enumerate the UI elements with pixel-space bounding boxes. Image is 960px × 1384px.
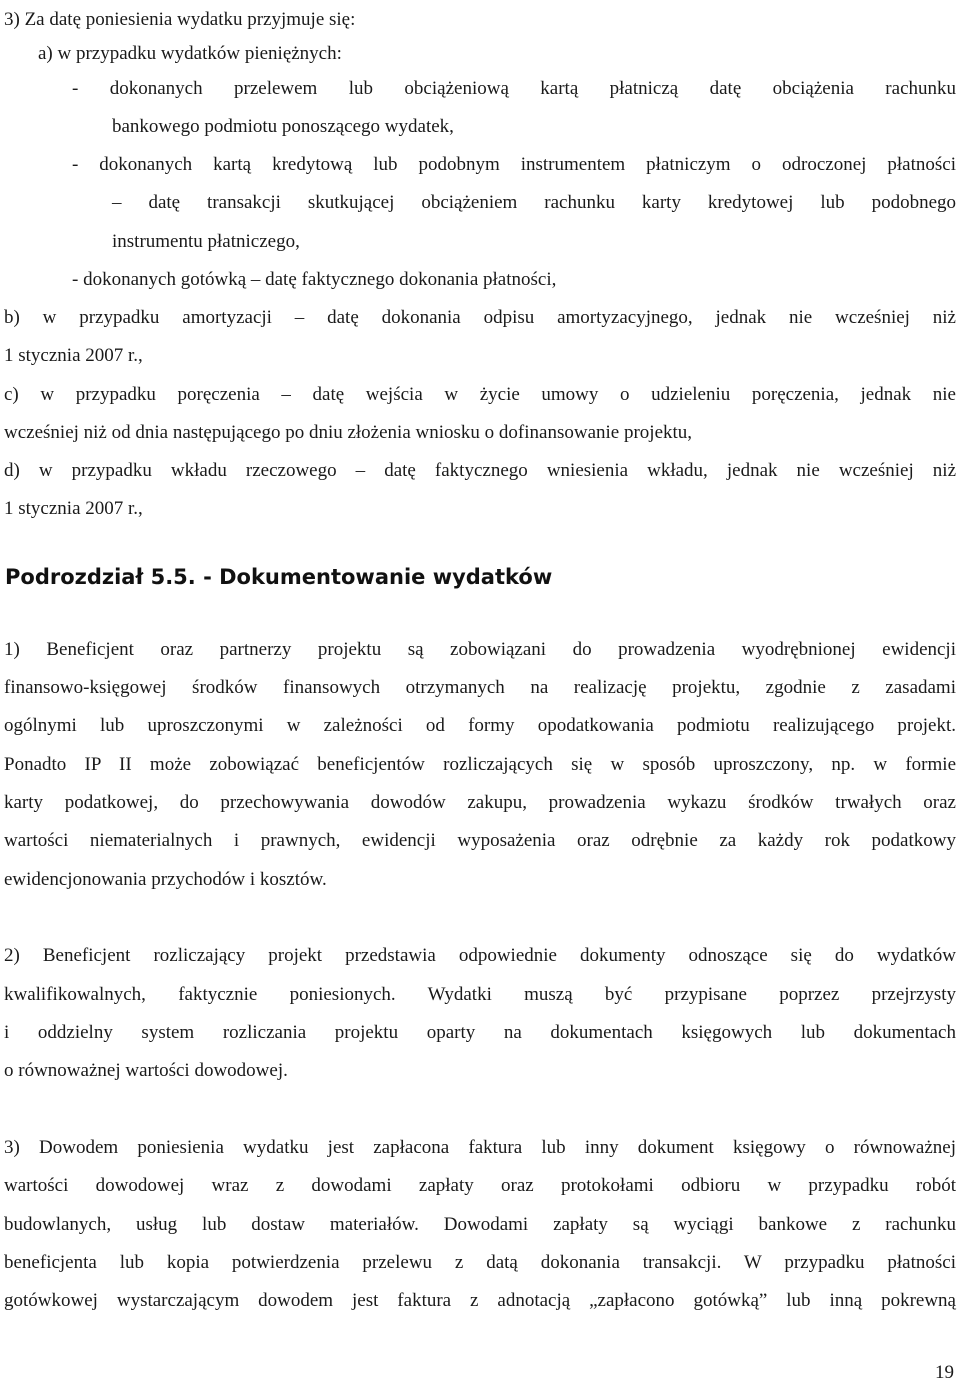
- p1-line-2: [4, 676, 956, 700]
- p1-text-1: 1) Beneficjent oraz partnerzy projektu są zobowiązani do prowadzenia wyodrębnionej ewidencji: [4, 639, 956, 660]
- item-c-line-2: wcześniej niż od dnia następującego po dniu złożenia wniosku o dofinansowanie projektu,: [4, 422, 693, 443]
- p2-line-4: o równoważnej wartości dowodowej.: [4, 1060, 288, 1081]
- item-a1-line-2: bankowego podmiotu ponoszącego wydatek,: [112, 116, 454, 137]
- item-b-line-1: [4, 306, 956, 330]
- p1-line-1: [4, 638, 956, 662]
- item-a2-line-2: [112, 191, 956, 215]
- p2-text-3: i oddzielny system rozliczania projektu oparty na dokumentach księgowych lub dokumentach: [4, 1022, 956, 1043]
- item-c-line-1: [4, 383, 956, 407]
- item-a2-line-1: [72, 153, 956, 177]
- p3-line-1: [4, 1136, 956, 1160]
- p1-line-7: ewidencjonowania przychodów i kosztów.: [4, 869, 327, 890]
- p3-text-5: gotówkowej wystarczającym dowodem jest faktura z adnotacją „zapłacono gotówką” lub inną pokrewną: [4, 1290, 956, 1311]
- p2-line-1: [4, 944, 956, 968]
- item-d-line-2: 1 stycznia 2007 r.,: [4, 498, 143, 519]
- item-c-text: c) w przypadku poręczenia – datę wejścia w życie umowy o udzieleniu poręczenia, jednak nie: [4, 384, 956, 405]
- p2-text-2: kwalifikowalnych, faktycznie poniesionych. Wydatki muszą być przypisane poprzez przejrzysty: [4, 984, 956, 1005]
- p1-text-3: ogólnymi lub uproszczonymi w zależności od formy opodatkowania podmiotu realizującego projekt.: [4, 715, 956, 736]
- page-number: 19: [935, 1362, 954, 1383]
- item-b-line-2: 1 stycznia 2007 r.,: [4, 345, 143, 366]
- item-a3-line: - dokonanych gotówką – datę faktycznego dokonania płatności,: [72, 269, 557, 290]
- p1-line-3: [4, 714, 956, 738]
- p2-line-2: [4, 983, 956, 1007]
- item-a2-line-3: instrumentu płatniczego,: [112, 231, 300, 252]
- p2-text-1: 2) Beneficjent rozliczający projekt przedstawia odpowiednie dokumenty odnoszące się do wydatków: [4, 945, 956, 966]
- item-d-text: d) w przypadku wkładu rzeczowego – datę faktycznego wniesienia wkładu, jednak nie wcześniej niż: [4, 460, 956, 481]
- p3-text-4: beneficjenta lub kopia potwierdzenia przelewu z datą dokonania transakcji. W przypadku płatności: [4, 1252, 956, 1273]
- p1-text-2: finansowo-księgowej środków finansowych otrzymanych na realizację projektu, zgodnie z zasadami: [4, 677, 956, 698]
- item-a1-text: - dokonanych przelewem lub obciążeniową kartą płatniczą datę obciążenia rachunku: [72, 78, 956, 99]
- item-b-text: b) w przypadku amortyzacji – datę dokonania odpisu amortyzacyjnego, jednak nie wcześniej niż: [4, 307, 956, 328]
- item-a-title: a) w przypadku wydatków pieniężnych:: [38, 43, 342, 64]
- p3-line-3: [4, 1213, 956, 1237]
- item-a2-text-2: – datę transakcji skutkującej obciążeniem rachunku karty kredytowej lub podobnego: [112, 192, 956, 213]
- p3-line-4: [4, 1251, 956, 1275]
- p1-line-6: [4, 829, 956, 853]
- p3-line-2: [4, 1174, 956, 1198]
- p3-line-5: [4, 1289, 956, 1313]
- p1-text-4: Ponadto IP II może zobowiązać beneficjentów rozliczających się w sposób uproszczony, np. w formie: [4, 754, 956, 775]
- p3-text-3: budowlanych, usług lub dostaw materiałów. Dowodami zapłaty są wyciągi bankowe z rachunku: [4, 1214, 956, 1235]
- p1-line-4: [4, 753, 956, 777]
- p2-line-3: [4, 1021, 956, 1045]
- p1-text-5: karty podatkowej, do przechowywania dowodów zakupu, prowadzenia wykazu środków trwałych oraz: [4, 792, 956, 813]
- intro-line: 3) Za datę poniesienia wydatku przyjmuje się:: [4, 9, 356, 30]
- p1-line-5: [4, 791, 956, 815]
- item-a1-line-1: [72, 77, 956, 101]
- item-d-line-1: [4, 459, 956, 483]
- item-a2-text-1: - dokonanych kartą kredytową lub podobnym instrumentem płatniczym o odroczonej płatności: [72, 154, 956, 175]
- p3-text-1: 3) Dowodem poniesienia wydatku jest zapłacona faktura lub inny dokument księgowy o równoważnej: [4, 1137, 956, 1158]
- section-heading: Podrozdział 5.5. - Dokumentowanie wydatków: [5, 565, 553, 589]
- p3-text-2: wartości dowodowej wraz z dowodami zapłaty oraz protokołami odbioru w przypadku robót: [4, 1175, 956, 1196]
- p1-text-6: wartości niematerialnych i prawnych, ewidencji wyposażenia oraz odrębnie za każdy rok podatkowy: [4, 830, 956, 851]
